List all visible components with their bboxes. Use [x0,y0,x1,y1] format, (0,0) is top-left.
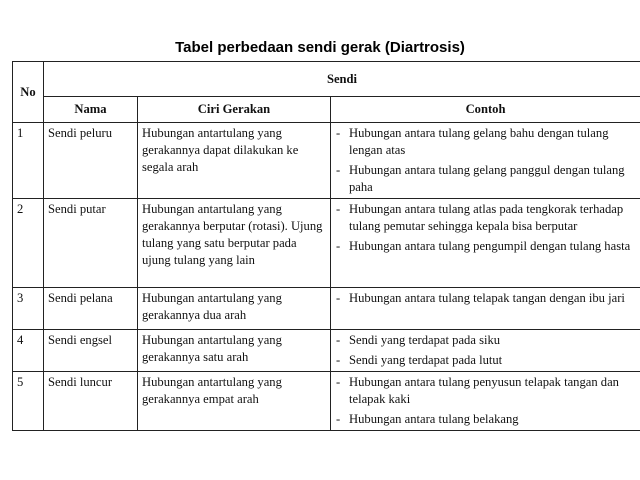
row-number: 5 [13,372,44,431]
example-list [335,332,636,369]
examples-cell [331,288,640,330]
row-number: 3 [13,288,44,330]
table-row [13,288,640,330]
joint-name: Sendi engsel [44,330,138,372]
examples-cell [331,330,640,372]
column-header-contoh: Contoh [331,97,640,123]
joint-name: Sendi pelana [44,288,138,330]
joint-name: Sendi luncur [44,372,138,431]
joint-name: Sendi peluru [44,123,138,199]
column-header-ciri-gerakan: Ciri Gerakan [138,97,331,123]
table-row [13,123,640,199]
movement-trait: Hubungan antartulang yang gerakannya satu arah [138,330,331,372]
example-item: - Hubungan antara tulang gelang panggul dengan tulang paha [335,162,636,196]
example-item: - Hubungan antara tulang atlas pada tengkorak terhadap tulang pemutar sehingga kepala bisa berputar [335,201,636,235]
example-list [335,125,636,196]
examples-cell [331,372,640,431]
example-list [335,290,636,307]
movement-trait: Hubungan antartulang yang gerakannya dapat dilakukan ke segala arah [138,123,331,199]
diartrosis-table [12,61,640,431]
example-item: - Hubungan antara tulang penyusun telapak tangan dan telapak kaki [335,374,636,408]
column-header-nama: Nama [44,97,138,123]
table-row [13,330,640,372]
movement-trait: Hubungan antartulang yang gerakannya berputar (rotasi). Ujung tulang yang satu berputar pada ujung tulang yang lain [138,199,331,288]
column-header-no: No [13,62,44,123]
table-row [13,372,640,431]
row-number: 1 [13,123,44,199]
example-list [335,374,636,428]
example-item: - Sendi yang terdapat pada siku [335,332,636,349]
example-list [335,201,636,255]
column-group-header-sendi: Sendi [44,62,640,97]
row-number: 4 [13,330,44,372]
example-item: - Hubungan antara tulang telapak tangan dengan ibu jari [335,290,636,307]
row-number: 2 [13,199,44,288]
examples-cell [331,199,640,288]
examples-cell [331,123,640,199]
page-title: Tabel perbedaan sendi gerak (Diartrosis) [175,39,465,56]
example-item: - Sendi yang terdapat pada lutut [335,352,636,369]
movement-trait: Hubungan antartulang yang gerakannya empat arah [138,372,331,431]
joint-name: Sendi putar [44,199,138,288]
example-item: - Hubungan antara tulang belakang [335,411,636,428]
table-row [13,199,640,288]
example-item: - Hubungan antara tulang gelang bahu dengan tulang lengan atas [335,125,636,159]
example-item: - Hubungan antara tulang pengumpil dengan tulang hasta [335,238,636,255]
movement-trait: Hubungan antartulang yang gerakannya dua arah [138,288,331,330]
